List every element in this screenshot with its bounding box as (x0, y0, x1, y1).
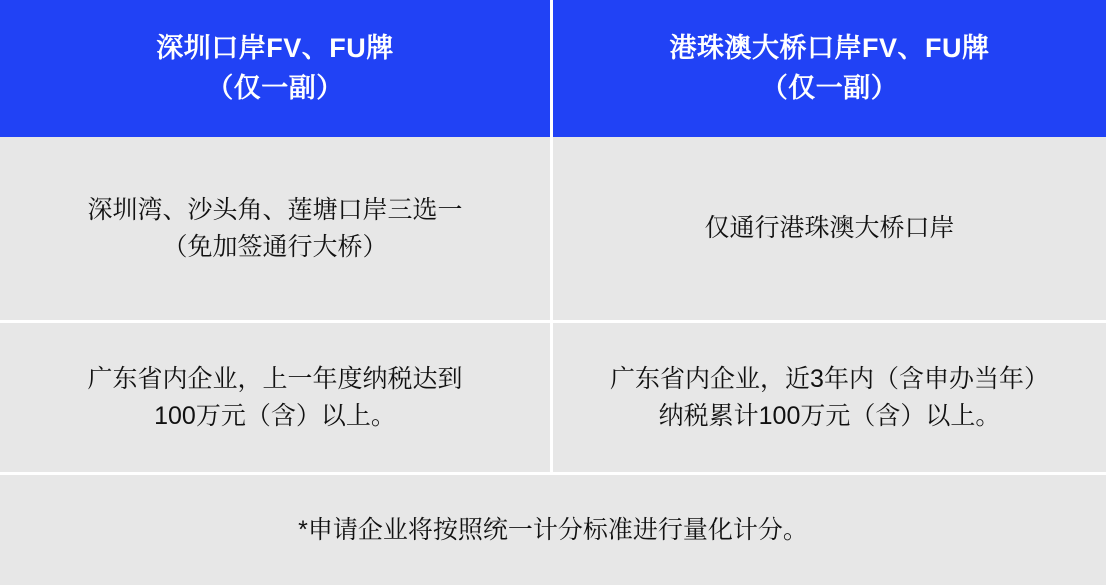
cell-shenzhen-port-tax-requirement-line1: 广东省内企业，上一年度纳税达到 (87, 365, 463, 394)
cell-shenzhen-port-tax-requirement-line2: 100万元（含）以上。 (154, 401, 396, 430)
header-cell-hzmb-port (553, 0, 1106, 137)
cell-hzmb-port-tax-requirement (553, 323, 1106, 475)
table-header-row (0, 0, 1106, 137)
cell-hzmb-port-routes (553, 137, 1106, 323)
cell-shenzhen-port-routes-line2: （免加签通行大桥） (162, 232, 388, 261)
footnote: *申请企业将按照统一计分标准进行量化计分。 (298, 515, 808, 544)
table-row (0, 137, 1106, 323)
cell-shenzhen-port-routes (0, 137, 553, 323)
cell-shenzhen-port-routes-line1: 深圳湾、沙头角、莲塘口岸三选一 (87, 196, 463, 225)
header-cell-hzmb-port-line2: （仅一副） (760, 72, 899, 103)
cell-shenzhen-port-tax-requirement (0, 323, 553, 475)
table-row (0, 323, 1106, 475)
table-footer-row (0, 475, 1106, 585)
header-cell-shenzhen-port-line2: （仅一副） (206, 72, 344, 103)
header-cell-shenzhen-port-line1: 深圳口岸FV、FU牌 (156, 33, 394, 64)
cell-hzmb-port-tax-requirement-line2: 纳税累计100万元（含）以上。 (658, 401, 1001, 430)
header-cell-shenzhen-port (0, 0, 553, 137)
header-cell-hzmb-port-line1: 港珠澳大桥口岸FV、FU牌 (669, 33, 990, 64)
cell-hzmb-port-routes-line1: 仅通行港珠澳大桥口岸 (704, 214, 955, 243)
cell-hzmb-port-tax-requirement-line1: 广东省内企业，近3年内（含申办当年） (610, 365, 1049, 394)
